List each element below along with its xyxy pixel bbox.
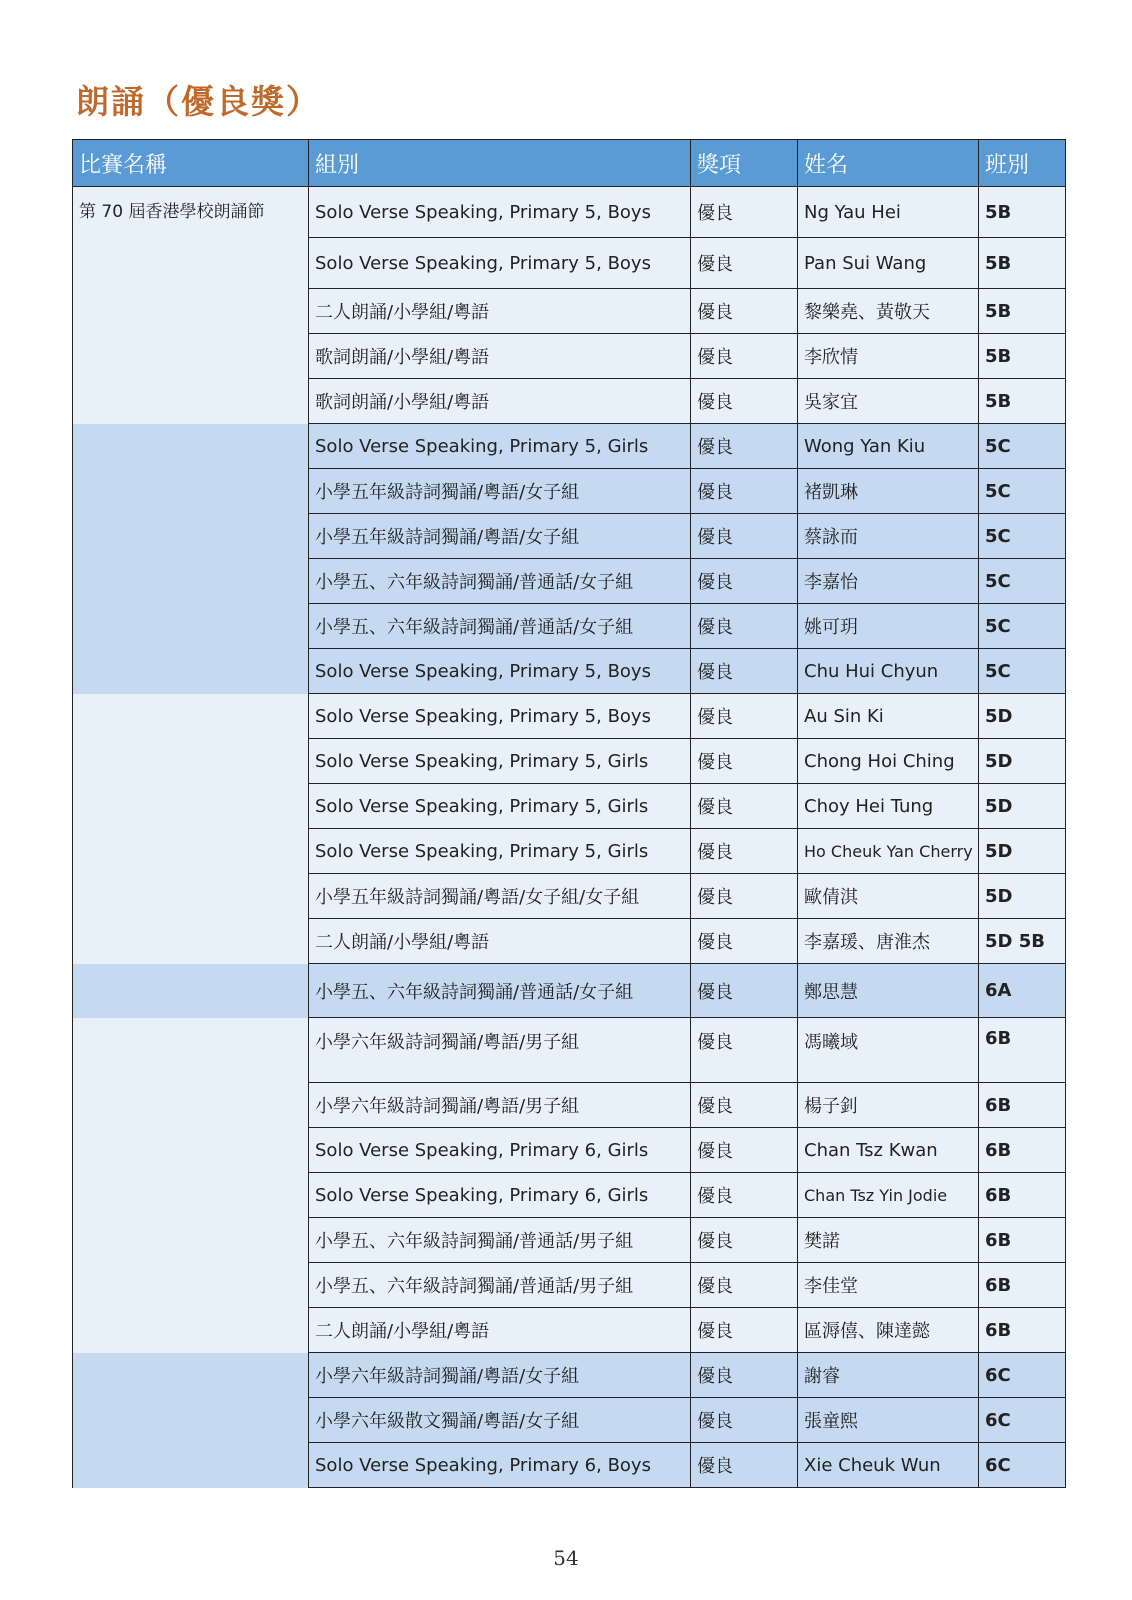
group-cell: Solo Verse Speaking, Primary 5, Boys [309, 187, 691, 238]
group-cell: Solo Verse Speaking, Primary 6, Boys [309, 1443, 691, 1488]
group-cell: 小學六年級詩詞獨誦/粵語/男子組 [309, 1083, 691, 1128]
competition-cell: 第 70 屆香港學校朗誦節 [73, 187, 309, 424]
class-cell: 5B [979, 379, 1066, 424]
group-cell: Solo Verse Speaking, Primary 5, Girls [309, 784, 691, 829]
table-row [73, 424, 1066, 469]
group-cell: Solo Verse Speaking, Primary 6, Girls [309, 1128, 691, 1173]
class-cell: 6B [979, 1018, 1066, 1083]
group-cell: 小學五、六年級詩詞獨誦/普通話/男子組 [309, 1263, 691, 1308]
name-cell: 李佳堂 [798, 1263, 979, 1308]
class-cell: 5D 5B [979, 919, 1066, 964]
header-competition: 比賽名稱 [73, 140, 309, 187]
class-cell: 6B [979, 1173, 1066, 1218]
award-cell: 優良 [691, 1443, 798, 1488]
class-cell: 5B [979, 187, 1066, 238]
group-cell: 二人朗誦/小學組/粵語 [309, 1308, 691, 1353]
class-cell: 5C [979, 559, 1066, 604]
group-cell: 二人朗誦/小學組/粵語 [309, 919, 691, 964]
name-cell: Au Sin Ki [798, 694, 979, 739]
header-group: 組別 [309, 140, 691, 187]
class-cell: 5D [979, 694, 1066, 739]
name-cell: 馮曦域 [798, 1018, 979, 1083]
award-cell: 優良 [691, 1128, 798, 1173]
name-cell: 歐倩淇 [798, 874, 979, 919]
group-cell: Solo Verse Speaking, Primary 5, Girls [309, 424, 691, 469]
group-cell: Solo Verse Speaking, Primary 5, Boys [309, 238, 691, 289]
award-cell: 優良 [691, 649, 798, 694]
award-cell: 優良 [691, 784, 798, 829]
name-cell: Chan Tsz Kwan [798, 1128, 979, 1173]
award-cell: 優良 [691, 1308, 798, 1353]
group-cell: 小學五、六年級詩詞獨誦/普通話/女子組 [309, 559, 691, 604]
group-cell: 小學六年級詩詞獨誦/粵語/男子組 [309, 1018, 691, 1083]
name-cell: Xie Cheuk Wun [798, 1443, 979, 1488]
class-cell: 5C [979, 649, 1066, 694]
class-cell: 6B [979, 1083, 1066, 1128]
awards-table [72, 139, 1066, 1488]
name-cell: 蔡詠而 [798, 514, 979, 559]
class-cell: 6C [979, 1443, 1066, 1488]
competition-cell [73, 424, 309, 694]
award-cell: 優良 [691, 874, 798, 919]
competition-cell [73, 964, 309, 1018]
class-cell: 5C [979, 604, 1066, 649]
award-cell: 優良 [691, 559, 798, 604]
class-cell: 6A [979, 964, 1066, 1018]
page-title: 朗誦（優良獎） [76, 82, 321, 121]
name-cell: 李嘉怡 [798, 559, 979, 604]
award-cell: 優良 [691, 1218, 798, 1263]
group-cell: 小學五、六年級詩詞獨誦/普通話/男子組 [309, 1218, 691, 1263]
award-cell: 優良 [691, 1083, 798, 1128]
group-cell: 小學五年級詩詞獨誦/粵語/女子組/女子組 [309, 874, 691, 919]
name-cell: Chong Hoi Ching [798, 739, 979, 784]
award-cell: 優良 [691, 604, 798, 649]
group-cell: 二人朗誦/小學組/粵語 [309, 289, 691, 334]
name-cell: Pan Sui Wang [798, 238, 979, 289]
group-cell: Solo Verse Speaking, Primary 5, Girls [309, 829, 691, 874]
competition-cell [73, 694, 309, 964]
award-cell: 優良 [691, 1018, 798, 1083]
header-award: 獎項 [691, 140, 798, 187]
table-row [73, 1353, 1066, 1398]
award-cell: 優良 [691, 1263, 798, 1308]
table-body [73, 187, 1066, 1488]
award-cell: 優良 [691, 238, 798, 289]
award-cell: 優良 [691, 739, 798, 784]
group-cell: Solo Verse Speaking, Primary 6, Girls [309, 1173, 691, 1218]
header-name: 姓名 [798, 140, 979, 187]
class-cell: 5D [979, 874, 1066, 919]
name-cell: 褚凱琳 [798, 469, 979, 514]
award-cell: 優良 [691, 289, 798, 334]
class-cell: 6B [979, 1128, 1066, 1173]
award-cell: 優良 [691, 379, 798, 424]
class-cell: 5D [979, 739, 1066, 784]
group-cell: Solo Verse Speaking, Primary 5, Girls [309, 739, 691, 784]
award-cell: 優良 [691, 919, 798, 964]
group-cell: 小學五年級詩詞獨誦/粵語/女子組 [309, 469, 691, 514]
group-cell: 歌詞朗誦/小學組/粵語 [309, 379, 691, 424]
table-row [73, 187, 1066, 238]
award-cell: 優良 [691, 964, 798, 1018]
award-cell: 優良 [691, 829, 798, 874]
table-header-row [73, 140, 1066, 187]
award-cell: 優良 [691, 424, 798, 469]
name-cell: 李欣情 [798, 334, 979, 379]
name-cell: 鄭思慧 [798, 964, 979, 1018]
award-cell: 優良 [691, 694, 798, 739]
name-cell: 樊諾 [798, 1218, 979, 1263]
group-cell: 小學六年級詩詞獨誦/粵語/女子組 [309, 1353, 691, 1398]
name-cell: Choy Hei Tung [798, 784, 979, 829]
competition-cell [73, 1018, 309, 1353]
name-cell: Ng Yau Hei [798, 187, 979, 238]
name-cell: 張童熙 [798, 1398, 979, 1443]
group-cell: Solo Verse Speaking, Primary 5, Boys [309, 649, 691, 694]
header-class: 班別 [979, 140, 1066, 187]
group-cell: 小學五、六年級詩詞獨誦/普通話/女子組 [309, 604, 691, 649]
table-row [73, 1018, 1066, 1083]
class-cell: 5C [979, 469, 1066, 514]
class-cell: 6C [979, 1353, 1066, 1398]
name-cell: 李嘉瑗、唐淮杰 [798, 919, 979, 964]
name-cell: 謝睿 [798, 1353, 979, 1398]
group-cell: 小學六年級散文獨誦/粵語/女子組 [309, 1398, 691, 1443]
group-cell: 小學五年級詩詞獨誦/粵語/女子組 [309, 514, 691, 559]
name-cell: 姚可玥 [798, 604, 979, 649]
award-cell: 優良 [691, 1398, 798, 1443]
page-number: 54 [553, 1546, 579, 1570]
name-cell: 吳家宜 [798, 379, 979, 424]
class-cell: 5B [979, 289, 1066, 334]
group-cell: 歌詞朗誦/小學組/粵語 [309, 334, 691, 379]
class-cell: 5D [979, 829, 1066, 874]
class-cell: 5C [979, 514, 1066, 559]
name-cell: Wong Yan Kiu [798, 424, 979, 469]
award-cell: 優良 [691, 469, 798, 514]
award-cell: 優良 [691, 1353, 798, 1398]
class-cell: 5C [979, 424, 1066, 469]
name-cell: 黎樂堯、黃敬天 [798, 289, 979, 334]
award-cell: 優良 [691, 187, 798, 238]
name-cell: 楊子釗 [798, 1083, 979, 1128]
name-cell: Chan Tsz Yin Jodie [798, 1173, 979, 1218]
class-cell: 6B [979, 1218, 1066, 1263]
class-cell: 6B [979, 1308, 1066, 1353]
award-cell: 優良 [691, 514, 798, 559]
award-cell: 優良 [691, 334, 798, 379]
group-cell: 小學五、六年級詩詞獨誦/普通話/女子組 [309, 964, 691, 1018]
class-cell: 6B [979, 1263, 1066, 1308]
table-row [73, 964, 1066, 1018]
group-cell: Solo Verse Speaking, Primary 5, Boys [309, 694, 691, 739]
class-cell: 5B [979, 334, 1066, 379]
name-cell: Ho Cheuk Yan Cherry [798, 829, 979, 874]
class-cell: 6C [979, 1398, 1066, 1443]
name-cell: Chu Hui Chyun [798, 649, 979, 694]
table-row [73, 694, 1066, 739]
competition-cell [73, 1353, 309, 1488]
award-cell: 優良 [691, 1173, 798, 1218]
class-cell: 5D [979, 784, 1066, 829]
class-cell: 5B [979, 238, 1066, 289]
name-cell: 區溽僖、陳達懿 [798, 1308, 979, 1353]
